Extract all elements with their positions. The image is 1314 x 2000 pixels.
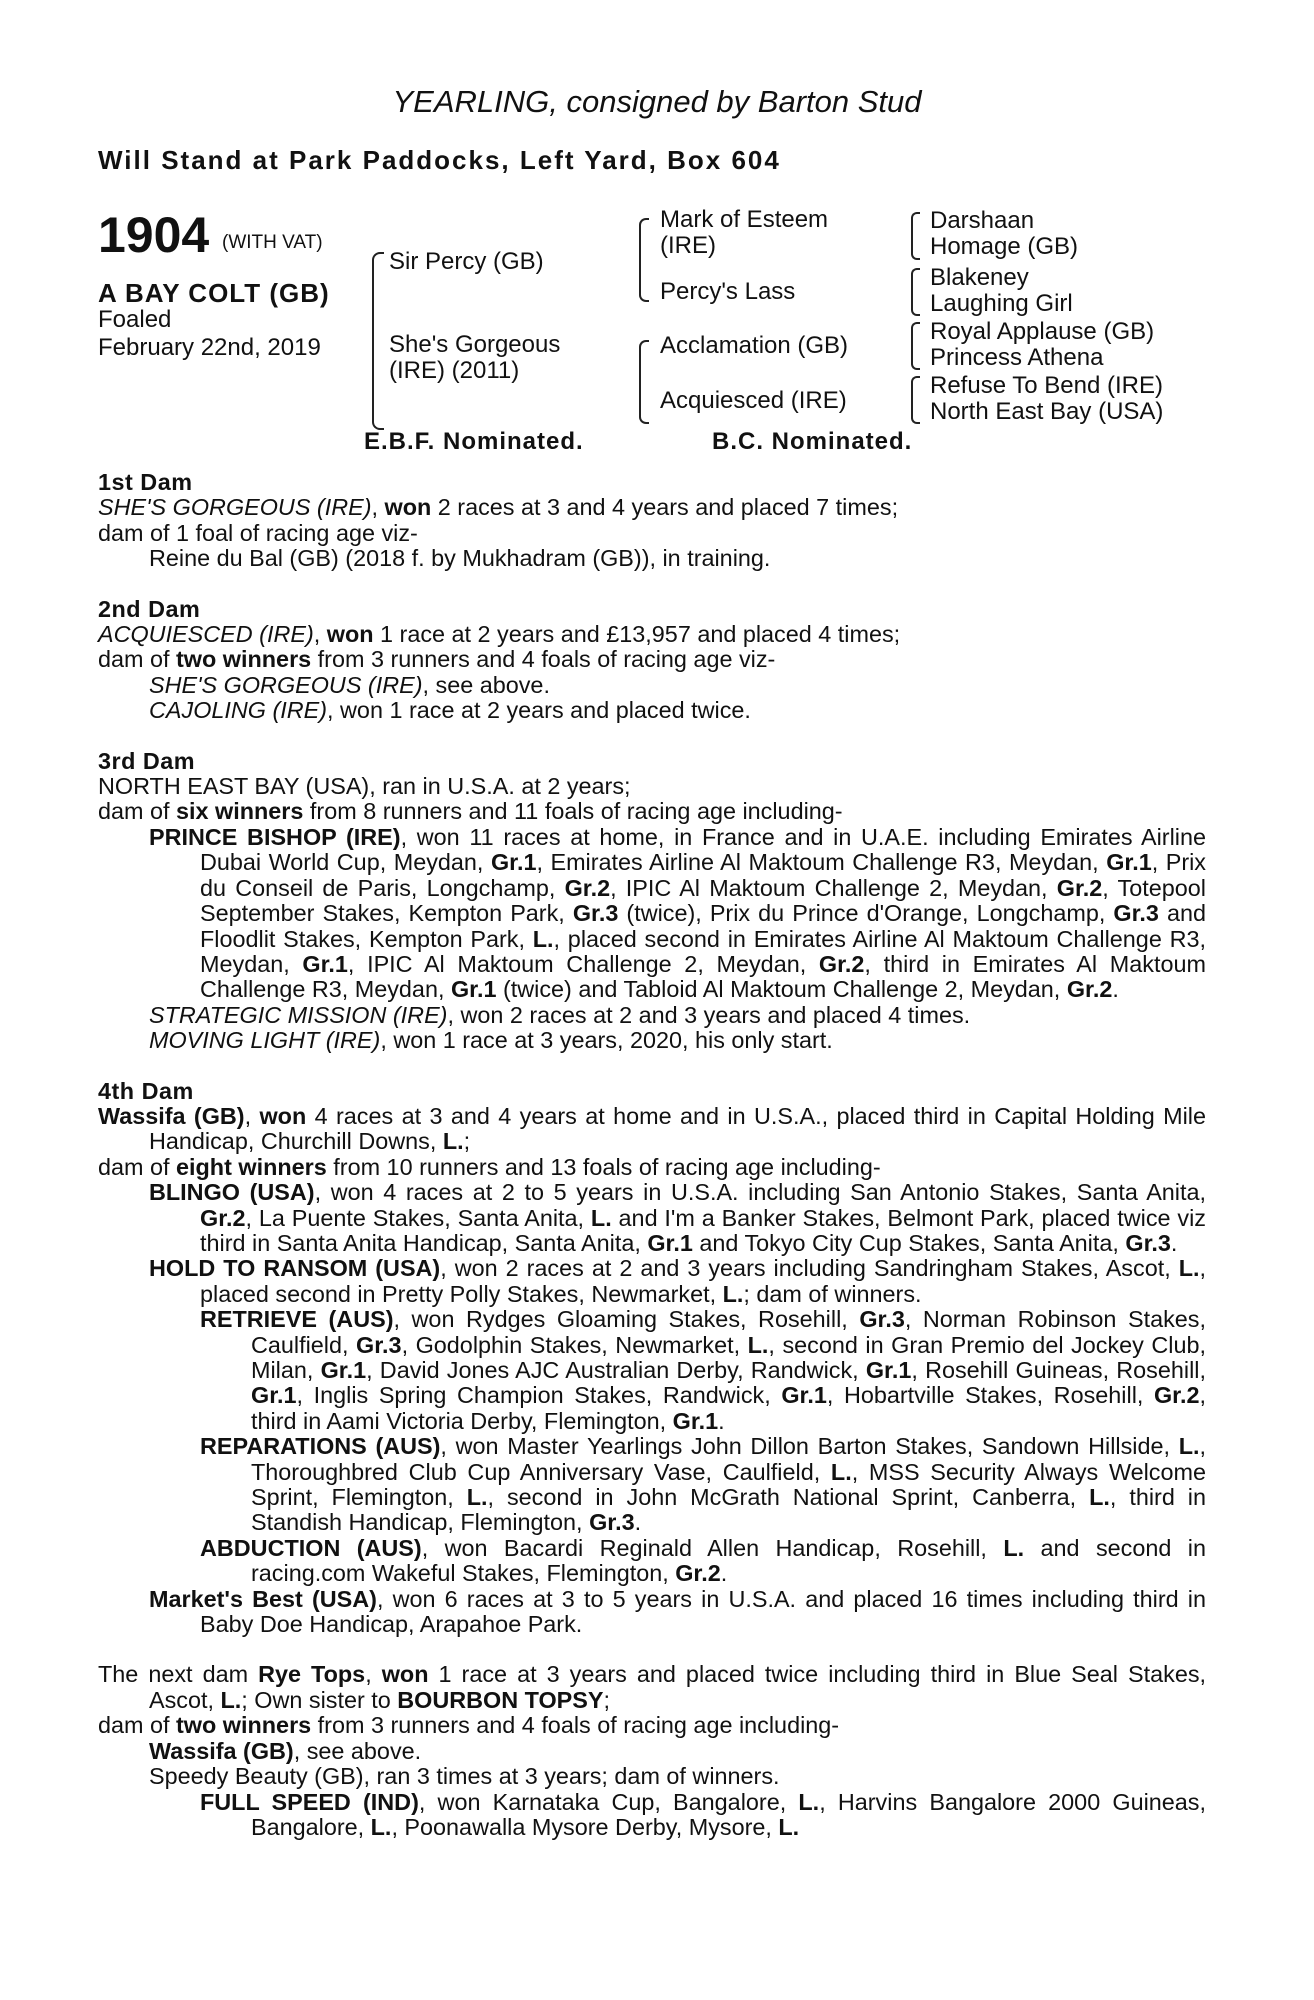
text-run: , Inglis Spring Champion Stakes, Randwick, bbox=[296, 1382, 782, 1409]
text-run: , second in John McGrath National Sprint, Canberra, bbox=[487, 1484, 1090, 1511]
pedigree-line bbox=[98, 1155, 1206, 1180]
pedigree-sire-sire: Mark of Esteem (IRE) bbox=[660, 206, 829, 259]
text-run: L. bbox=[532, 925, 554, 952]
text-run: . bbox=[634, 1509, 642, 1536]
text-run: , won Rydges Gloaming Stakes, Rosehill, bbox=[393, 1306, 860, 1333]
pedigree-line bbox=[98, 1662, 1206, 1713]
text-run: , Totepool September Stakes, Kempton Park, bbox=[200, 874, 1206, 927]
text-run: Gr.1 bbox=[251, 1382, 297, 1409]
pedigree-line bbox=[98, 1028, 1206, 1053]
text-run: ; bbox=[603, 1686, 610, 1713]
text-run: , IPIC Al Maktoum Challenge 2, Meydan, bbox=[610, 874, 1057, 901]
bc-nominated: B.C. Nominated. bbox=[712, 428, 913, 455]
text-run: Gr.2 bbox=[564, 874, 611, 901]
text-run: (twice) and Tabloid Al Maktoum Challenge 2, Meydan, bbox=[496, 976, 1067, 1003]
pedigree-line bbox=[98, 1739, 1206, 1764]
text-run: eight winners bbox=[176, 1153, 327, 1180]
text-run: MOVING LIGHT (IRE) bbox=[149, 1027, 381, 1054]
text-run: . bbox=[1170, 1229, 1178, 1256]
text-run: Gr.3 bbox=[859, 1306, 905, 1333]
text-run: and Tokyo City Cup Stakes, Santa Anita, bbox=[692, 1229, 1126, 1256]
dam-heading: 3rd Dam bbox=[98, 747, 196, 774]
text-run: won bbox=[384, 494, 432, 521]
pedigree-line bbox=[98, 1003, 1206, 1028]
text-run: , Hobartville Stakes, Rosehill, bbox=[826, 1382, 1154, 1409]
pedigree-brace-g56 bbox=[911, 322, 920, 370]
text-run: Gr.1 bbox=[490, 849, 537, 876]
pedigree-g2: Homage (GB) bbox=[930, 233, 1079, 260]
text-run: two winners bbox=[176, 646, 312, 673]
pedigree-line bbox=[98, 1790, 1206, 1841]
text-run: , won Bacardi Reginald Allen Handicap, Rosehill, bbox=[421, 1534, 1004, 1561]
text-run: , bbox=[244, 1102, 260, 1129]
text-run: ; Own sister to bbox=[241, 1686, 398, 1713]
vat-note: (WITH VAT) bbox=[222, 232, 323, 253]
text-run: from 3 runners and 4 foals of racing age including- bbox=[311, 1712, 840, 1739]
pedigree-g4: Laughing Girl bbox=[930, 290, 1073, 317]
ebf-nominated: E.B.F. Nominated. bbox=[364, 428, 584, 455]
text-run: L. bbox=[830, 1458, 852, 1485]
text-run: , Rosehill Guineas, Rosehill, bbox=[911, 1357, 1206, 1383]
dam-heading: 2nd Dam bbox=[98, 595, 201, 622]
consignment-line: YEARLING, consigned by Barton Stud bbox=[392, 84, 922, 119]
lot-title: A BAY COLT (GB) bbox=[98, 278, 330, 308]
text-run: from 8 runners and 11 foals of racing age including- bbox=[303, 798, 843, 825]
text-run: PRINCE BISHOP (IRE) bbox=[149, 823, 401, 850]
text-run: BOURBON TOPSY bbox=[397, 1686, 604, 1713]
text-run: ; bbox=[463, 1128, 471, 1155]
pedigree-dam-sire: Acclamation (GB) bbox=[660, 332, 849, 359]
pedigree-line bbox=[98, 825, 1206, 1003]
pedigree-line bbox=[98, 673, 1206, 698]
text-run: SHE'S GORGEOUS (IRE) bbox=[98, 494, 372, 521]
text-run: ABDUCTION (AUS) bbox=[200, 1534, 422, 1561]
text-run: , IPIC Al Maktoum Challenge 2, Meydan, bbox=[347, 950, 819, 977]
pedigree-g6: Princess Athena bbox=[930, 344, 1104, 371]
text-run: L. bbox=[220, 1686, 242, 1713]
text-run: Reine du Bal (GB) (2018 f. by Mukhadram (GB)), in training. bbox=[149, 545, 771, 572]
text-run: (twice), Prix du Prince d'Orange, Longchamp, bbox=[618, 900, 1114, 927]
text-run: dam of bbox=[98, 798, 177, 825]
text-run: L. bbox=[1178, 1255, 1200, 1282]
text-run: NORTH EAST BAY (USA), ran in U.S.A. at 2 years; bbox=[98, 773, 631, 800]
pedigree-brace-sire bbox=[639, 218, 649, 302]
text-run: HOLD TO RANSOM (USA) bbox=[149, 1255, 441, 1282]
text-run: L. bbox=[1089, 1484, 1110, 1511]
text-run: Gr.1 bbox=[1106, 849, 1152, 876]
text-run: Gr.3 bbox=[572, 900, 619, 927]
dam-heading: 4th Dam bbox=[98, 1077, 194, 1104]
pedigree-line bbox=[98, 1536, 1206, 1587]
pedigree-g7: Refuse To Bend (IRE) bbox=[930, 372, 1164, 399]
text-run: L. bbox=[778, 1813, 800, 1840]
text-run: L. bbox=[798, 1788, 820, 1815]
pedigree-g3: Blakeney bbox=[930, 264, 1029, 291]
text-run: from 10 runners and 13 foals of racing age including- bbox=[326, 1153, 881, 1180]
text-run: Gr.1 bbox=[865, 1357, 912, 1383]
text-run: The next dam bbox=[98, 1661, 259, 1688]
text-run: ; dam of winners. bbox=[743, 1280, 922, 1307]
pedigree-line bbox=[98, 622, 1206, 647]
text-run: won bbox=[326, 621, 374, 648]
text-run: , third in Aami Victoria Derby, Flemington, bbox=[251, 1382, 1206, 1434]
text-run: , Thoroughbred Club Cup Anniversary Vase, Caulfield, bbox=[251, 1433, 1206, 1485]
text-run: FULL SPEED (IND) bbox=[200, 1788, 419, 1815]
pedigree-brace-g78 bbox=[911, 376, 920, 424]
pedigree-line bbox=[98, 698, 1206, 723]
dam-section bbox=[98, 597, 1206, 724]
text-run: L. bbox=[370, 1813, 392, 1840]
text-run: , bbox=[313, 621, 327, 648]
foaled-label: Foaled bbox=[98, 306, 172, 333]
text-run: L. bbox=[442, 1128, 464, 1155]
pedigree-line bbox=[98, 799, 1206, 824]
text-run: and I'm a Banker Stakes, Belmont Park, placed twice viz third in Santa Anita Handicap, Santa Anita, bbox=[200, 1204, 1206, 1256]
text-run: Gr.1 bbox=[302, 950, 348, 977]
text-run: Gr.3 bbox=[1113, 900, 1159, 927]
text-run: SHE'S GORGEOUS (IRE) bbox=[149, 671, 423, 698]
text-run: dam of bbox=[98, 1712, 177, 1739]
text-run: , Harvins Bangalore 2000 Guineas, Bangalore, bbox=[251, 1788, 1207, 1840]
text-run: 4 races at 3 and 4 years at home and in U.S.A., placed third in Capital Holding Mile Handicap, Churchill Downs, bbox=[149, 1102, 1206, 1155]
text-run: L. bbox=[747, 1331, 769, 1358]
text-run: L. bbox=[466, 1484, 488, 1511]
text-run: STRATEGIC MISSION (IRE) bbox=[149, 1001, 448, 1028]
dam-section bbox=[98, 1079, 1206, 1638]
text-run: 1 race at 2 years and £13,957 and placed 4 times; bbox=[373, 621, 901, 648]
text-run: Gr.1 bbox=[647, 1229, 693, 1256]
pedigree-g5: Royal Applause (GB) bbox=[930, 318, 1155, 345]
pedigree-line bbox=[98, 774, 1206, 799]
text-run: Gr.1 bbox=[672, 1407, 719, 1434]
text-run: Market's Best (USA) bbox=[149, 1585, 377, 1612]
pedigree-line bbox=[98, 1180, 1206, 1256]
pedigree-line bbox=[98, 647, 1206, 672]
pedigree-dam: She's Gorgeous (IRE) (2011) bbox=[389, 331, 561, 384]
text-run: , placed second in Pretty Polly Stakes, Newmarket, bbox=[200, 1255, 1206, 1307]
pedigree-dam-dam: Acquiesced (IRE) bbox=[660, 387, 847, 414]
text-run: , won Master Yearlings John Dillon Barton Stakes, Sandown Hillside, bbox=[440, 1433, 1179, 1460]
dam-section bbox=[98, 470, 1206, 572]
text-run: , see above. bbox=[293, 1737, 422, 1764]
text-run: , third in Emirates Al Maktoum Challenge R3, Meydan, bbox=[200, 950, 1206, 1003]
text-run: , Emirates Airline Al Maktoum Challenge R3, Meydan, bbox=[536, 849, 1107, 876]
text-run: , Godolphin Stakes, Newmarket, bbox=[401, 1331, 748, 1358]
pedigree-line bbox=[98, 546, 1206, 571]
text-run: , bbox=[371, 494, 385, 521]
text-run: Gr.1 bbox=[781, 1382, 827, 1409]
text-run: REPARATIONS (AUS) bbox=[200, 1433, 441, 1460]
text-run: from 3 runners and 4 foals of racing age viz- bbox=[311, 646, 776, 673]
text-run: dam of 1 foal of racing age viz- bbox=[98, 519, 418, 546]
lot-number: 1904 bbox=[98, 207, 210, 263]
text-run: won bbox=[259, 1102, 307, 1129]
text-run: L. bbox=[1003, 1534, 1025, 1561]
pedigree-line bbox=[98, 1307, 1206, 1434]
pedigree-sire: Sir Percy (GB) bbox=[389, 248, 544, 275]
text-run: , see above. bbox=[422, 671, 550, 698]
text-run: L. bbox=[1178, 1433, 1200, 1460]
text-run: Gr.3 bbox=[589, 1509, 635, 1536]
text-run: Gr.2 bbox=[1056, 874, 1103, 901]
pedigree-brace-dam bbox=[639, 340, 649, 424]
text-run: Wassifa (GB) bbox=[149, 1737, 294, 1764]
text-run: , won Karnataka Cup, Bangalore, bbox=[418, 1788, 799, 1815]
text-run: , MSS Security Always Welcome Sprint, Flemington, bbox=[251, 1458, 1207, 1511]
text-run: Gr.3 bbox=[356, 1331, 402, 1358]
text-run: . bbox=[720, 1560, 728, 1587]
text-run: , won 4 races at 2 to 5 years in U.S.A. including San Antonio Stakes, Santa Anita, bbox=[314, 1179, 1207, 1206]
text-run: won bbox=[381, 1661, 429, 1688]
pedigree-line bbox=[98, 1256, 1206, 1307]
text-run: six winners bbox=[176, 798, 304, 825]
pedigree-line bbox=[98, 1104, 1206, 1155]
text-run: L. bbox=[590, 1204, 612, 1231]
pedigree-line bbox=[98, 495, 1206, 520]
pedigree-line bbox=[98, 1764, 1206, 1789]
text-run: , second in Gran Premio del Jockey Club, Milan, bbox=[251, 1331, 1206, 1383]
pedigree-line bbox=[98, 1587, 1206, 1638]
dam-section bbox=[98, 749, 1206, 1054]
dam-sections bbox=[98, 470, 1206, 1840]
text-run: , Prix du Conseil de Paris, Longchamp, bbox=[200, 849, 1206, 901]
pedigree-g1: Darshaan bbox=[930, 207, 1035, 234]
pedigree-brace-main bbox=[372, 252, 384, 430]
text-run: , bbox=[365, 1661, 382, 1688]
text-run: . bbox=[1112, 976, 1119, 1003]
text-run: Gr.1 bbox=[450, 976, 497, 1003]
location-line: Will Stand at Park Paddocks, Left Yard, Box 604 bbox=[98, 145, 781, 175]
text-run: , third in Standish Handicap, Flemington, bbox=[251, 1484, 1206, 1536]
text-run: 1 race at 3 years and placed twice including third in Blue Seal Stakes, Ascot, bbox=[149, 1661, 1207, 1713]
text-run: Rye Tops bbox=[258, 1661, 366, 1688]
text-run: Gr.2 bbox=[200, 1204, 246, 1231]
text-run: . bbox=[718, 1407, 725, 1434]
text-run: L. bbox=[722, 1280, 744, 1307]
text-run: , won 6 races at 3 to 5 years in U.S.A. and placed 16 times including third in Baby Doe Handicap, Arapahoe Park. bbox=[200, 1585, 1206, 1638]
text-run: dam of bbox=[98, 646, 177, 673]
pedigree-sire-dam: Percy's Lass bbox=[660, 278, 796, 305]
text-run: , La Puente Stakes, Santa Anita, bbox=[245, 1204, 591, 1231]
text-run: and Floodlit Stakes, Kempton Park, bbox=[200, 900, 1206, 952]
pedigree-brace-g34 bbox=[911, 268, 920, 316]
foaled-date: February 22nd, 2019 bbox=[98, 334, 321, 361]
text-run: , won 1 race at 3 years, 2020, his only start. bbox=[380, 1027, 833, 1054]
text-run: 2 races at 3 and 4 years and placed 7 times; bbox=[431, 494, 899, 521]
text-run: two winners bbox=[176, 1712, 312, 1739]
text-run: Gr.3 bbox=[1125, 1229, 1171, 1256]
text-run: Gr.2 bbox=[818, 950, 865, 977]
text-run: , won 1 race at 2 years and placed twice. bbox=[327, 697, 751, 724]
text-run: ACQUIESCED (IRE) bbox=[98, 621, 314, 648]
pedigree-g8: North East Bay (USA) bbox=[930, 398, 1164, 425]
text-run: and second in racing.com Wakeful Stakes, Flemington, bbox=[251, 1534, 1206, 1587]
text-run: , placed second in Emirates Airline Al Maktoum Challenge R3, Meydan, bbox=[200, 925, 1206, 977]
text-run: RETRIEVE (AUS) bbox=[200, 1306, 394, 1333]
pedigree-line bbox=[98, 521, 1206, 546]
text-run: CAJOLING (IRE) bbox=[149, 697, 328, 724]
text-run: Gr.1 bbox=[320, 1357, 367, 1383]
pedigree-brace-g12 bbox=[911, 212, 920, 260]
text-run: Gr.2 bbox=[1066, 976, 1113, 1003]
text-run: Gr.2 bbox=[675, 1560, 721, 1587]
text-run: , Norman Robinson Stakes, Caulfield, bbox=[251, 1306, 1206, 1358]
text-run: , won 2 races at 2 and 3 years including Sandringham Stakes, Ascot, bbox=[440, 1255, 1179, 1282]
text-run: , won 2 races at 2 and 3 years and placed 4 times. bbox=[447, 1001, 971, 1028]
text-run: , Poonawalla Mysore Derby, Mysore, bbox=[391, 1813, 779, 1840]
pedigree-line bbox=[98, 1434, 1206, 1536]
text-run: Speedy Beauty (GB), ran 3 times at 3 years; dam of winners. bbox=[149, 1763, 780, 1790]
text-run: BLINGO (USA) bbox=[149, 1179, 315, 1206]
text-run: , David Jones AJC Australian Derby, Randwick, bbox=[366, 1357, 866, 1383]
text-run: Wassifa (GB) bbox=[98, 1102, 245, 1129]
text-run: Gr.2 bbox=[1153, 1382, 1200, 1409]
pedigree-line bbox=[98, 1713, 1206, 1738]
text-run: dam of bbox=[98, 1153, 177, 1180]
dam-section bbox=[98, 1662, 1206, 1840]
text-run: , won 11 races at home, in France and in U.A.E. including Emirates Airline Dubai World Cup, Meydan, bbox=[200, 823, 1206, 876]
dam-heading: 1st Dam bbox=[98, 469, 193, 495]
